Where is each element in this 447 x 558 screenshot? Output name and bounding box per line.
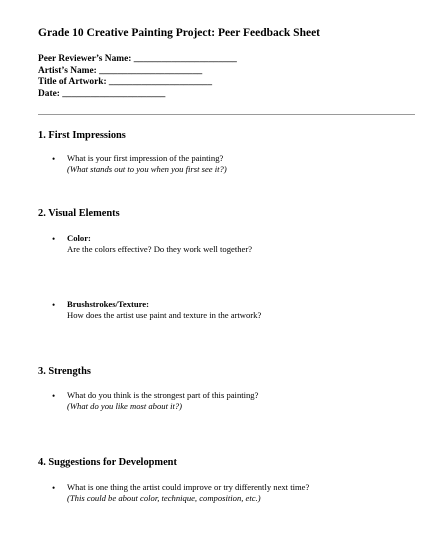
question-text: What is your first impression of the painting? — [67, 153, 224, 163]
bullet-icon: • — [52, 391, 56, 401]
artist-name-field[interactable]: Artist’s Name: ______________________ — [38, 66, 203, 76]
date-field[interactable]: Date: ______________________ — [38, 89, 166, 99]
divider — [38, 114, 415, 115]
question-hint: (What do you like most about it?) — [67, 401, 183, 411]
section-heading-first-impressions: 1. First Impressions — [38, 130, 126, 141]
page-title: Grade 10 Creative Painting Project: Peer Feedback Sheet — [38, 27, 320, 39]
bullet-icon: • — [52, 300, 56, 310]
bullet-icon: • — [52, 234, 56, 244]
question-brushstrokes — [67, 299, 261, 321]
section-heading-strengths: 3. Strengths — [38, 366, 91, 377]
peer-reviewer-name-field[interactable]: Peer Reviewer’s Name: ______________________ — [38, 54, 237, 64]
question-text: What do you think is the strongest part of this painting? — [67, 390, 259, 400]
question-color — [67, 233, 252, 255]
question-first-impression — [67, 153, 227, 175]
artwork-title-field[interactable]: Title of Artwork: ______________________ — [38, 77, 213, 87]
question-text: What is one thing the artist could improve or try differently next time? — [67, 482, 310, 492]
question-text: Are the colors effective? Do they work well together? — [67, 244, 253, 254]
question-text: How does the artist use paint and texture in the artwork? — [67, 310, 262, 320]
question-label: Color: — [67, 233, 91, 243]
question-hint: (This could be about color, technique, composition, etc.) — [67, 493, 261, 503]
bullet-icon: • — [52, 154, 56, 164]
question-hint: (What stands out to you when you first see it?) — [67, 164, 227, 174]
question-strongest-part — [67, 390, 258, 412]
question-improvement — [67, 482, 309, 504]
section-heading-visual-elements: 2. Visual Elements — [38, 208, 120, 219]
section-heading-suggestions: 4. Suggestions for Development — [38, 457, 177, 468]
question-label: Brushstrokes/Texture: — [67, 299, 149, 309]
bullet-icon: • — [52, 483, 56, 493]
